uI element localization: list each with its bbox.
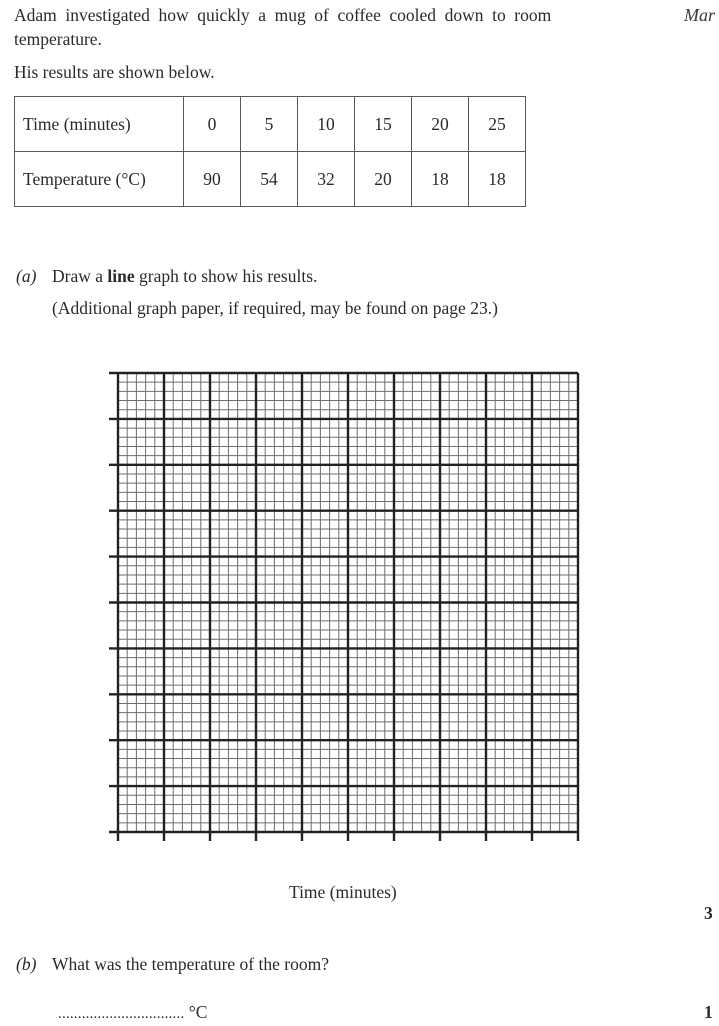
table-cell: 10 (298, 97, 355, 152)
part-a-question: Draw a line graph to show his results. (52, 266, 318, 286)
part-b-label: (b) (16, 954, 37, 974)
results-table (14, 96, 526, 207)
row-header-temperature: Temperature (°C) (15, 152, 184, 207)
marks-column-label: Mar (684, 5, 715, 25)
table-cell: 20 (412, 97, 469, 152)
row-header-time: Time (minutes) (15, 97, 184, 152)
intro-line-3: His results are shown below. (14, 62, 215, 82)
part-b-question: What was the temperature of the room? (52, 954, 329, 974)
answer-blank[interactable]: ................................ (58, 1006, 185, 1022)
table-cell: 5 (241, 97, 298, 152)
part-a-label: (a) (16, 266, 37, 286)
part-a-note: (Additional graph paper, if required, may be found on page 23.) (52, 298, 498, 318)
answer-unit: °C (188, 1002, 208, 1022)
table-cell: 15 (355, 97, 412, 152)
table-cell: 0 (184, 97, 241, 152)
part-a-marks: 3 (704, 903, 713, 923)
table-cell: 32 (298, 152, 355, 207)
x-axis-label: Time (minutes) (289, 882, 397, 902)
table-row-time (15, 97, 526, 152)
graph-paper[interactable] (100, 365, 590, 845)
intro-line-1: Adam investigated how quickly a mug of coffee cooled down to room (14, 5, 552, 25)
table-cell: 18 (469, 152, 526, 207)
table-cell: 20 (355, 152, 412, 207)
table-cell: 25 (469, 97, 526, 152)
part-b-marks: 1 (704, 1002, 713, 1022)
table-cell: 54 (241, 152, 298, 207)
table-cell: 18 (412, 152, 469, 207)
intro-line-2: temperature. (14, 29, 102, 49)
answer-field[interactable] (58, 1000, 207, 1026)
table-cell: 90 (184, 152, 241, 207)
table-row-temperature (15, 152, 526, 207)
